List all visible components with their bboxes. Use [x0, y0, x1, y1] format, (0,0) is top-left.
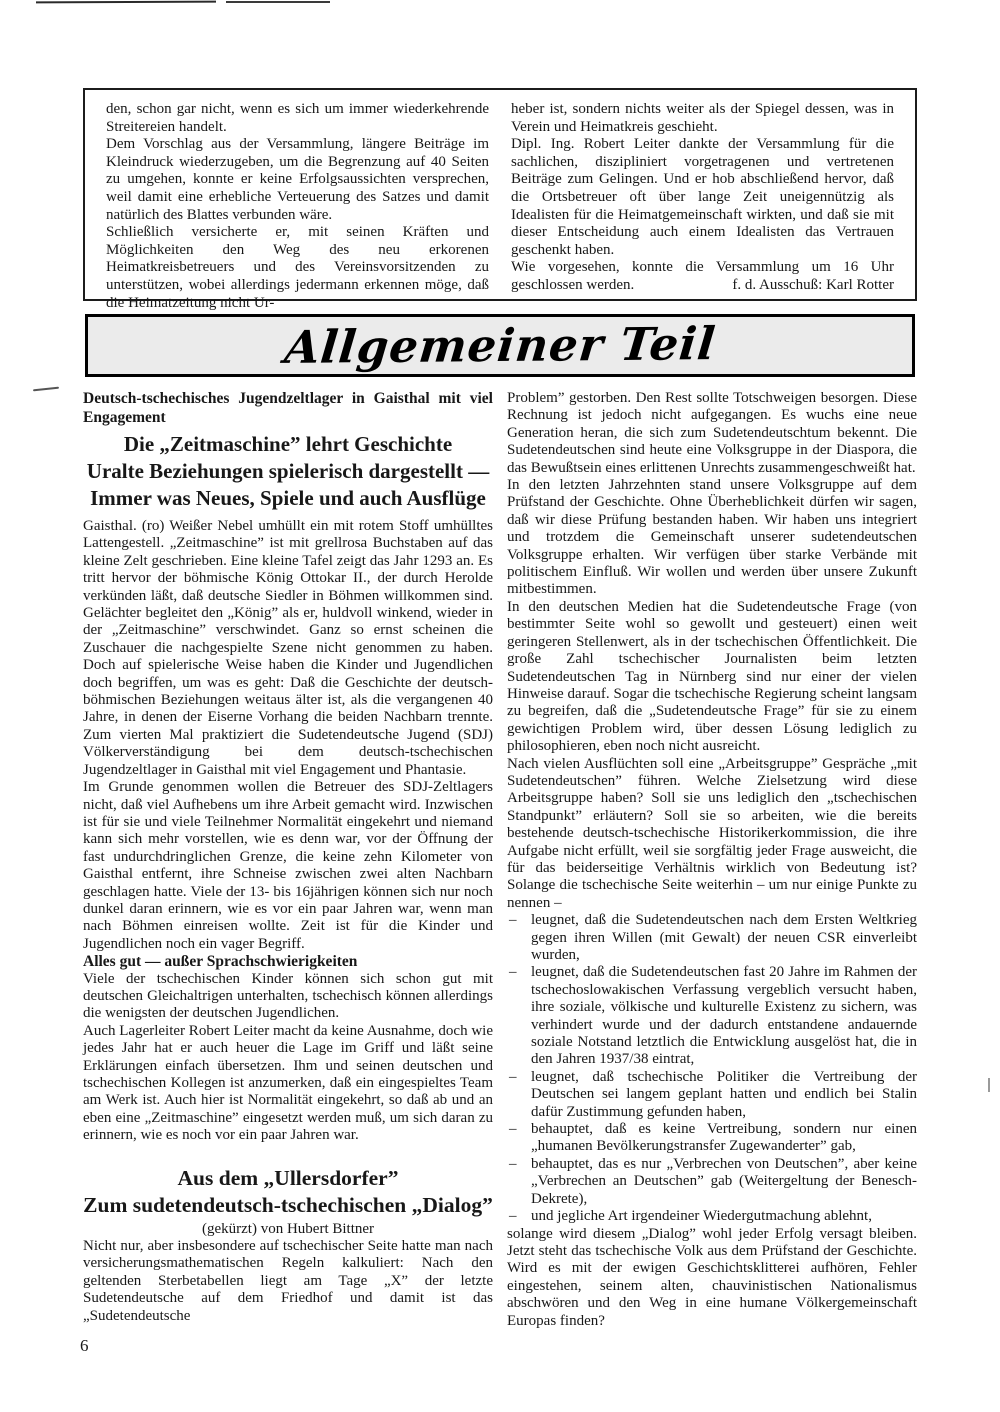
boxed-report-section: [83, 88, 917, 311]
list-item: [507, 964, 917, 1068]
headline-line: Die „Zeitmaschine” lehrt Geschichte: [123, 432, 453, 456]
article-paragraph: In den deutschen Medien hat die Sudetendeutsche Frage (von bestimmter Seite wohl so gewollt und gesteuert) einen weit geringeren Stellenwert, als in der tschechischen Öffentlichkeit. Die große Zahl tschechischer Journalisten beim letzten Sudetendeutschen Tag in Nürnberg sind nur einer der vielen Hinweise darauf. Sogar die tschechische Regierung scheint langsam zu begreifen, daß die „Sudetendeutsche Frage” für sie zu einem gewichtigen Problem wird, über dessen Lösung lediglich zu philosophieren, eben noch nicht ausreicht.: [507, 598, 917, 755]
box-paragraph: Dipl. Ing. Robert Leiter dankte der Versammlung für die sachlichen, diszipliniert vorgetragenen und vertretenen Beiträge zum Gelingen. Und er hob abschließend hervor, daß die Ortsbetreuer oft über lange Zeit uneigennützig als Idealisten für die Heimatgemeinschaft wirkten, und daß sie mit dieser Entscheidung auch einem Idealisten das Vertrauen geschenkt haben.: [511, 136, 894, 258]
box-closing-paragraph: [511, 259, 894, 294]
list-item-text: und jegliche Art irgendeiner Wiedergutmachung ablehnt,: [531, 1208, 872, 1225]
dash-bullet: –: [509, 912, 517, 929]
list-item-text: leugnet, daß die Sudetendeutschen nach dem Ersten Weltkrieg gegen ihren Willen (mit Gewalt) der neuen CSR einverleibt wurden,: [531, 912, 917, 963]
article-paragraph: Nach vielen Ausflüchten soll eine „Arbeitsgruppe” Gespräche „mit Sudetendeutschen” führen. Welche Zielsetzung wird diese Arbeitsgruppe haben? Soll sie uns lediglich den „tschechischen Standpunkt” erläutern? Soll sie so arbeiten, wie die bereits bestehende deutsch-tschechische Historikerkommission, die ihre Aufgabe nicht erfüllt, weil sie sorgfältig jeder Frage ausweicht, die für das beiderseitige Verhältnis wirklich von Bedeutung ist? Solange die tschechische Seite weiterhin – um nur einige Punkte zu nennen –: [507, 755, 917, 911]
dash-list: [507, 912, 917, 1225]
article-paragraph: Auch Lagerleiter Robert Leiter macht da keine Ausnahme, doch wie jedes Jahr hat er auch heuer die Lage im Griff und läßt seine Erklärungen einfach übersetzen. Ihm und seinen deutschen und tschechischen Kollegen ist anzumerken, daß ein eingespieltes Team am Werk ist. Auch hier ist Normalität eingekehrt, so daß ab und an eben eine „Zeitmaschine” eingesetzt werden muß, um sich daran zu erinnern, wie es noch vor ein paar Jahren war.: [83, 1022, 493, 1144]
list-item-text: leugnet, daß tschechische Politiker die Vertreibung der Deutschen sei langem geplant hatten und endlich bei Stalin dafür Zustimmung gefunden haben,: [531, 1068, 917, 1120]
page-number: 6: [80, 1336, 89, 1355]
article-paragraph: Nicht nur, aber insbesondere auf tschechischer Seite hatte man nach versicherungsmathematischen Regeln kalkuliert: Nach den geltenden Sterbetabellen liegt am Tage „X” der letzte Sudetendeutsche auf dem Friedhof und damit ist das „Sudetendeutsche: [83, 1238, 493, 1324]
article-left-column: [83, 390, 493, 1325]
headline-line: Immer was Neues, Spiele und auch Ausflüge: [90, 486, 486, 510]
box-paragraph: Dem Vorschlag aus der Versammlung, längere Beiträge im Kleindruck wiederzugeben, um die Begrenzung auf 40 Seiten zu umgehen, konnte er keine Erfolgsaussichten versprechen, weil damit eine erhebliche Verteuerung des Satzes und damit natürlich des Blattes verbunden wäre.: [106, 136, 489, 223]
article-byline: (gekürzt) von Hubert Bittner: [201, 1220, 375, 1237]
article-paragraph: Viele der tschechischen Kinder können sich schon gut mit deutschen Gleichaltrigen unterhalten, tschechisch können allerdings die wenigsten der deutschen Jugendlichen.: [83, 970, 493, 1022]
article-paragraph: Im Grunde genommen wollen die Betreuer des SDJ-Zeltlagers nicht, daß viel Aufhebens um ihre Arbeit gemacht wird. Inzwischen ist für sie und viele Teilnehmer Normalität eingekehrt und niemand kann sich mehr vorstellen, wie es denn war, vor der Öffnung der fast undurchdringlichen Grenze, die keine zehn Kilometer von Gaisthal entfernt, ihre Schneise zwischen zwei alten Nachbarn geschlagen hatte. Viele der 13- bis 16jährigen können sich nur noch dunkel daran erinnern, wie es vor ein paar Jahren war, wenn man nach Böhmen einreisen wollte. Zeit ist für die Kinder und Jugendlichen noch ein vager Begriff.: [83, 779, 493, 952]
box-right-column: [511, 101, 894, 299]
dash-bullet: –: [509, 1068, 517, 1085]
article-paragraph: In den letzten Jahrzehnten stand unsere Volksgruppe auf dem Prüfstand der Geschichte. Ohne Überheblichkeit dürfen wir sagen, daß wir diese Prüfung bestanden haben. Wir haben uns integriert und trotzdem die Gemeinschaft unserer sudetendeutschen Volksgruppe erhalten. Wir verfügen über starke Verbände mit politischem Einfluß. Wir wollen und werden über unsere Zukunft mitbestimmen.: [507, 477, 917, 598]
list-item: [507, 1069, 917, 1121]
list-item: [507, 1208, 917, 1225]
list-item: [507, 1156, 917, 1208]
article-headline: [83, 431, 493, 512]
second-article-headline: [83, 1165, 493, 1219]
list-item: [507, 1121, 917, 1156]
list-item-text: behauptet, das es nur „Verbrechen von Deutschen”, aber keine „Verbrechen an Deutschen” gab (Weitergeltung der Benesch-Dekrete),: [531, 1155, 917, 1207]
closing-text: Wie vorgesehen, konnte die Versammlung um 16 Uhr geschlossen werden.: [511, 259, 894, 293]
signature: f. d. Ausschuß: Karl Rotter: [732, 276, 894, 293]
headline-line: Aus dem „Ullersdorfer”: [177, 1165, 399, 1190]
section-title: Allgemeiner Teil: [282, 317, 718, 374]
list-item: [507, 912, 917, 964]
list-item-text: behauptet, daß es keine Vertreibung, sondern nur einen „humanen Bevölkerungstransfer Zugewanderter” gab,: [531, 1121, 917, 1155]
box-paragraph: den, schon gar nicht, wenn es sich um immer wiederkehrende Streitereien handelt.: [106, 101, 489, 135]
scan-artifact-top-line: [36, 1, 216, 4]
box-paragraph: Schließlich versicherte er, mit seinen Kräften und Möglichkeiten den Weg des neu erkorenen Heimatkreisbetreuers und des Vereinsvorsitzenden zu unterstützen, wobei allerdings jedermann erkennen möge, daß die Heimatzeitung nicht Ur-: [106, 224, 489, 311]
article-right-column: [507, 390, 917, 1330]
scan-artifact-dash: [33, 387, 59, 392]
article-paragraph: Problem” gestorben. Den Rest sollte Totschweigen besorgen. Diese Rechnung ist jedoch nicht aufgegangen. Es wuchs eine neue Generation heran, die sich zum Sudetendeutschtum bekennt. Die Sudetendeutschen sind heute eine Volksgruppe in der Diaspora, die das Bewußtsein eines erlittenen Unrechts zusammengeschweißt hat.: [507, 390, 917, 476]
box-left-column: [106, 101, 489, 311]
dash-bullet: –: [509, 1208, 517, 1225]
article-paragraph: Gaisthal. (ro) Weißer Nebel umhüllt ein mit rotem Stoff umhülltes Lattengestell. „Zeitmaschine” ist mit grellrosa Buchstaben auf das kleine Zelt geschrieben. Eine kleine Tafel zeigt das Jahr 1293 an. Es tritt hervor der böhmische König Ottokar II., der durch Herolde verkünden läßt, daß deutsche Siedler in Böhmen willkommen sind. Gelächter begleitet den „König” als er, huldvoll winkend, wieder in der „Zeitmaschine” verschwindet. Ganz so ernst scheinen die Zuschauer die nachgespielte Szene nicht genommen zu haben. Doch auf spielerische Weise haben die Kinder und Jugendlichen doch begriffen, um was es geht: Daß die Geschichte der deutsch-böhmischen Beziehungen weitaus älter ist, als die vergangenen 40 Jahre, in denen der Eiserne Vorhang die beiden Nachbarn trennte. Zum vierten Mal praktiziert die Sudetendeutsche Jugend (SDJ) Völkerverständigung bei dem deutsch-tschechischen Jugendzeltlager in Gaisthal mit viel Engagement und Phantasie.: [83, 518, 493, 778]
section-banner: [85, 314, 915, 377]
headline-line: Zum sudetendeutsch-tschechischen „Dialog”: [83, 1192, 493, 1217]
dash-bullet: –: [509, 1121, 517, 1138]
scan-artifact-top-line: [226, 1, 330, 3]
dash-bullet: –: [509, 1155, 517, 1172]
article-subhead: Alles gut — außer Sprachschwierigkeiten: [83, 953, 358, 971]
scan-artifact-edge-mark: [988, 1078, 990, 1092]
article-kicker: Deutsch-tschechisches Jugendzeltlager in Gaisthal mit viel Engagement: [83, 390, 493, 426]
list-item-text: leugnet, daß die Sudetendeutschen fast 20 Jahre im Rahmen der tschechoslowakischen Verfassung vergeblich versucht haben, ihre soziale, völkische und kulturelle Existenz zu sichern, was verhindert wurde und der dadurch entstandene andauernde soziale Notstand letztlich die Entwicklung ausgelöst hat, die in den Jahren 1937/38 eintrat,: [531, 964, 917, 1068]
article-closing-paragraph: solange wird diesem „Dialog” wohl jeder Erfolg versagt bleiben. Jetzt steht das tschechische Volk aus dem Prüfstand der Geschichte. Wird es mit der ewigen Geschichtsklitterei aufhören, Fehler eingestehen, seinem alten, chauvinistischen Nationalismus abschwören und den Weg in eine humane Völkergemeinschaft Europas finden?: [507, 1225, 917, 1329]
dash-bullet: –: [509, 964, 517, 981]
box-paragraph: heber ist, sondern nichts weiter als der Spiegel dessen, was in Verein und Heimatkreis geschieht.: [511, 101, 894, 135]
headline-line: Uralte Beziehungen spielerisch dargestellt —: [86, 459, 490, 483]
